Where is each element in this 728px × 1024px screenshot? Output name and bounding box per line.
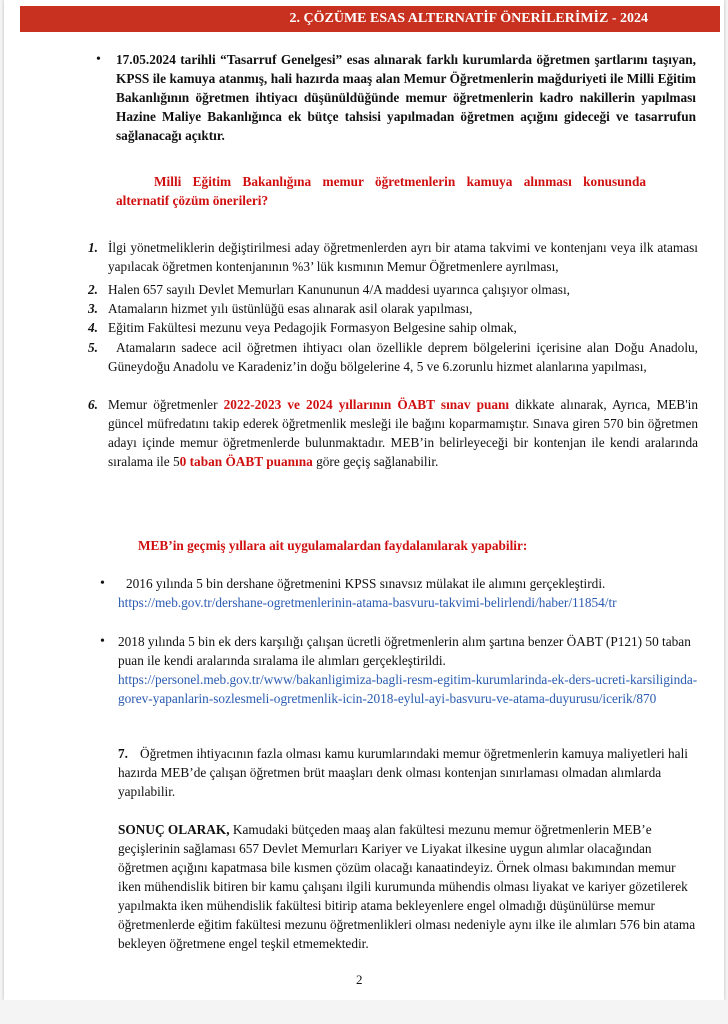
conclusion-paragraph: SONUÇ OLARAK, Kamudaki bütçeden maaş alan fakültesi mezunu memur öğretmenlerin MEB’e geçişlerinin sağlaması 657 Devlet Memurları Kariyer ve Liyakat ilkesine uygun alımlar olacağından öğretmen açığını kapatmasa bile kısmen çözüm olacağı kanaatindeyiz. Örnek olması bakımından memur iken mühendislik bitiren bir kamu çalışanı ilgili kurumunda mühendis olması liyakat ve kariyer gözetilerek yapılmakta iken mühendislik fakültesi bitirip atama bekleyenlere engel olmadığı düşünülürse memur öğretmenlerde eğitim fakültesi mezunu öğretmenlikleri olması nedeniyle aynı ilke ile alımları 576 bin atama bekleyen öğretmene engel teşkil etmemektedir. <box>118 822 696 951</box>
past-item-link[interactable]: https://personel.meb.gov.tr/www/bakanligimiza-bagli-resm-egitim-kurumlarinda-ek-ders-ucreti-karsiliginda-gorev-yapanlarin-sozlesmeli-ogretmenlik-icin-2018-eylul-ayi-basvuru-ve-atama-duyurusu/icerik/870 <box>118 672 698 706</box>
document-page <box>4 0 724 1000</box>
proposal-item: Atamaların hizmet yılı üstünlüğü esas alınarak asil olarak yapılması, <box>108 301 473 316</box>
proposal-number: 3. <box>88 301 98 316</box>
past-item: 2016 yılında 5 bin dershane öğretmenini KPSS sınavsız mülakat ile alımını gerçekleştirdi. https://meb.gov.tr/dershane-ogretmenlerinin-atama-basvuru-takvimi-belirlendi/haber/11854/tr <box>118 576 617 610</box>
question-heading: Milli Eğitim Bakanlığına memur öğretmenlerin kamuya alınması konusunda alternatif çözüm önerileri? <box>116 174 646 208</box>
proposal-item: İlgi yönetmeliklerin değiştirilmesi aday öğretmenlerden ayrı bir atama takvimi ve kontenjanı veya ilk ataması yapılacak öğretmen kontenjanının %3’ lük kısmının Memur Öğretmenlere ayrılması, <box>108 240 698 274</box>
proposal-number: 1. <box>88 240 98 255</box>
conclusion-label: SONUÇ OLARAK, <box>118 822 230 837</box>
past-item: 2018 yılında 5 bin ek ders karşılığı çalışan ücretli öğretmenlerin alım şartına benzer ÖABT (P121) 50 taban puan ile kendi aralarında sıralama ile alımları gerçekleştirildi. https://personel.meb.gov.tr/www/bakanligimiza-bagli-resm-egitim-kurumlarinda-ek-ders-ucreti-karsiliginda-gorev-yapanlarin-sozlesmeli-ogretmenlik-icin-2018-eylul-ayi-basvuru-ve-atama-duyurusu/icerik/870 <box>118 634 698 706</box>
proposal-item: Eğitim Fakültesi mezunu veya Pedagojik Formasyon Belgesine sahip olmak, <box>108 320 517 335</box>
bullet-icon: • <box>100 576 105 591</box>
bullet-icon: • <box>96 52 101 67</box>
intro-paragraph: 17.05.2024 tarihli “Tasarruf Genelgesi” esas alınarak farklı kurumlarda öğretmen şartlarını taşıyan, KPSS ile kamuya atanmış, hali hazırda maaş alan Memur Öğretmenlerin mağduriyeti ile Milli Eğitim Bakanlığının öğretmen ihtiyacı düşünüldüğünde memur öğretmenlerin kadro nakillerin yapılması Hazine Maliye Bakanlığınca ek bütçe tahsisi yapılmadan öğretmen açığını gideceği ve tasarrufun sağlanacağı açıktır. <box>116 52 696 143</box>
proposal-number: 5. <box>88 340 98 355</box>
proposal-number: 2. <box>88 282 98 297</box>
proposal-item-6: Memur öğretmenler 2022-2023 ve 2024 yıllarının ÖABT sınav puanı dikkate alınarak, Ayrıca, MEB'in güncel müfredatını takip ederek öğretmenlik mesleği ile bağını koparmamıştır. Sınava giren 570 bin öğretmen adayı içinde memur öğretmenlerde bulunmaktadır. MEB’in belirleyeceği bir kontenjan ile kendi aralarında sıralama ile 50 taban ÖABT puanına göre geçiş sağlanabilir. <box>108 397 699 469</box>
bullet-icon: • <box>100 634 105 649</box>
proposal-number: 4. <box>88 320 98 335</box>
past-item-link[interactable]: https://meb.gov.tr/dershane-ogretmenlerinin-atama-basvuru-takvimi-belirlendi/haber/11854/tr <box>118 595 617 610</box>
highlight-oabt-score: 0 taban ÖABT puanına <box>179 454 313 469</box>
section-header: 2. ÇÖZÜME ESAS ALTERNATİF ÖNERİLERİMİZ - 2024 <box>20 6 720 32</box>
past-heading: MEB’in geçmiş yıllara ait uygulamalardan faydalanılarak yapabilir: <box>138 538 528 553</box>
proposal-number: 6. <box>88 397 98 412</box>
proposal-item-7: Öğretmen ihtiyacının fazla olması kamu kurumlarındaki memur öğretmenlerin kamuya maliyetleri hali hazırda MEB’de çalışan öğretmen brüt maaşları denk olması kontenjan sınırlaması olmadan alımlarda yapılabilir. <box>118 746 688 799</box>
proposal-number: 7. <box>118 746 128 761</box>
page-number: 2 <box>356 972 363 987</box>
proposal-item: Halen 657 sayılı Devlet Memurları Kanununun 4/A maddesi uyarınca çalışıyor olması, <box>108 282 570 297</box>
highlight-oabt-years: 2022-2023 ve 2024 yıllarının ÖABT sınav puanı <box>223 397 510 412</box>
viewer-background <box>0 1000 728 1024</box>
proposal-item: Atamaların sadece acil öğretmen ihtiyacı olan özellikle deprem bölgelerini içerisine alan Doğu Anadolu, Güneydoğu Anadolu ve Karadeniz’in doğu bölgelerine 4, 5 ve 6.zorunlu hizmet alanlarına yapılması, <box>108 340 698 374</box>
